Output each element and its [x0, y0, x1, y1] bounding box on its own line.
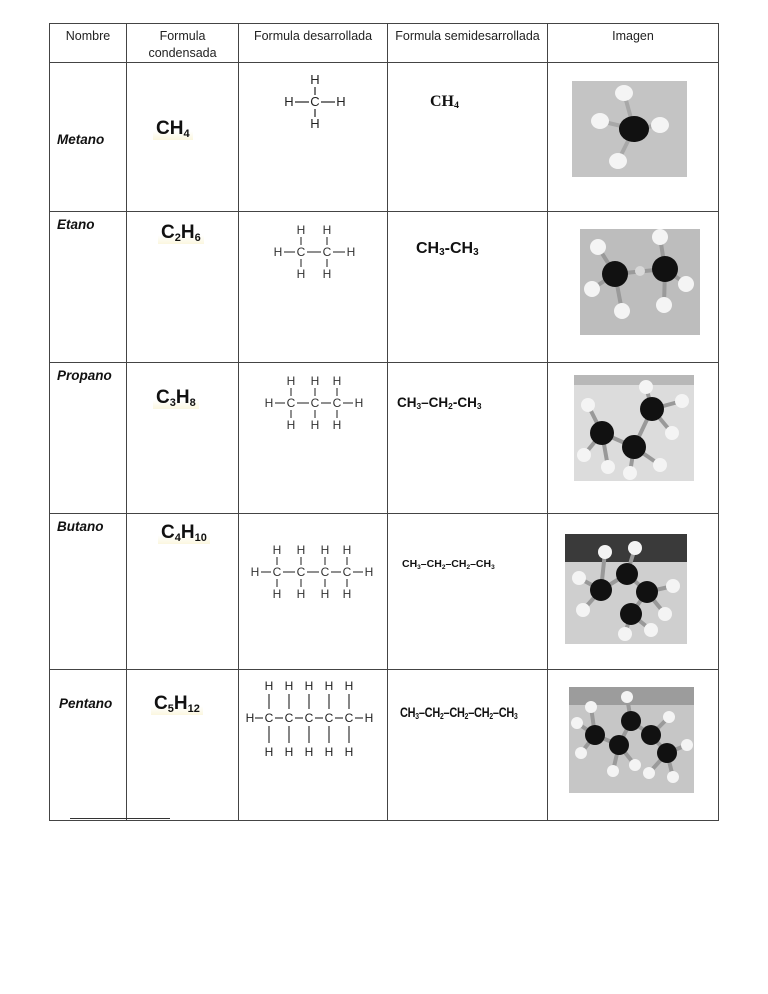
svg-text:C: C — [296, 245, 306, 259]
svg-text:H: H — [320, 543, 330, 557]
svg-text:H: H — [332, 374, 342, 388]
svg-text:H: H — [310, 374, 320, 388]
condensed-formula: $C_4H_{10}$ — [158, 522, 210, 544]
cell-desarrollada — [239, 363, 388, 514]
svg-text:H: H — [344, 745, 354, 759]
svg-text:C: C — [320, 565, 330, 579]
condensed-formula: $C_5H_{12}$ — [151, 693, 203, 715]
svg-text:C: C — [286, 396, 296, 410]
svg-text:H: H — [272, 587, 282, 601]
cell-condensada — [127, 514, 239, 670]
header-imagen: Imagen — [548, 24, 719, 63]
cell-nombre — [50, 63, 127, 212]
alkanes-table — [49, 23, 719, 821]
svg-text:H: H — [304, 745, 314, 759]
cell-condensada — [127, 670, 239, 821]
svg-text:H: H — [344, 679, 354, 693]
svg-text:H: H — [264, 396, 274, 410]
svg-text:H: H — [286, 374, 296, 388]
cell-desarrollada — [239, 212, 388, 363]
table-row — [50, 670, 719, 821]
methane-structural-formula — [279, 69, 359, 137]
table-header-row — [50, 24, 719, 63]
compound-name: Etano — [57, 217, 95, 232]
atom-label: H — [336, 94, 346, 109]
svg-text:H: H — [310, 418, 320, 432]
condensed-formula: $CH_4$ — [153, 118, 193, 140]
svg-text:H: H — [296, 543, 306, 557]
svg-text:H: H — [245, 711, 255, 725]
svg-text:H: H — [304, 679, 314, 693]
cell-nombre — [50, 670, 127, 821]
svg-text:H: H — [342, 587, 352, 601]
svg-text:H: H — [354, 396, 364, 410]
pentane-model-photo — [569, 687, 694, 793]
table-row — [50, 212, 719, 363]
cell-imagen — [548, 363, 719, 514]
svg-text:H: H — [296, 587, 306, 601]
svg-text:C: C — [332, 396, 342, 410]
svg-text:C: C — [322, 245, 332, 259]
svg-text:C: C — [324, 711, 334, 725]
semi-formula-butano: $CH_3-CH_2-CH_2-CH_3$ — [402, 558, 495, 571]
cell-desarrollada — [239, 63, 388, 212]
svg-text:C: C — [296, 565, 306, 579]
svg-text:H: H — [284, 679, 294, 693]
compound-name: Metano — [57, 132, 105, 147]
header-formula-desarrollada: Formula desarrollada — [239, 24, 388, 63]
svg-text:H: H — [286, 418, 296, 432]
atom-label: H — [284, 94, 294, 109]
cell-condensada — [127, 63, 239, 212]
cell-imagen — [548, 63, 719, 212]
propane-model-photo — [574, 375, 694, 481]
svg-text:H: H — [324, 679, 334, 693]
svg-text:H: H — [322, 267, 332, 281]
svg-text:H: H — [364, 565, 374, 579]
cell-condensada — [127, 363, 239, 514]
table-row — [50, 363, 719, 514]
svg-text:C: C — [264, 711, 274, 725]
svg-text:C: C — [342, 565, 352, 579]
atom-label: H — [310, 72, 320, 87]
svg-text:C: C — [284, 711, 294, 725]
atom-label: C — [310, 94, 320, 109]
cell-nombre — [50, 363, 127, 514]
svg-text:H: H — [273, 245, 283, 259]
svg-text:C: C — [304, 711, 314, 725]
semi-formula-propano: $CH_3-CH_2-CH_3$ — [397, 395, 482, 411]
condensed-formula: $C_3H_8$ — [153, 387, 199, 409]
cell-semidesarrollada — [388, 363, 548, 514]
cell-semidesarrollada — [388, 63, 548, 212]
svg-text:H: H — [342, 543, 352, 557]
semi-formula-pentano: $CH_3-CH_2-CH_2-CH_2-CH_3$ — [400, 704, 518, 721]
cell-desarrollada — [239, 514, 388, 670]
svg-text:H: H — [272, 543, 282, 557]
cell-semidesarrollada — [388, 212, 548, 363]
semi-formula-metano: $CH_4$ — [430, 93, 459, 111]
svg-text:H: H — [322, 223, 332, 237]
cell-nombre — [50, 514, 127, 670]
svg-text:H: H — [364, 711, 374, 725]
table-row — [50, 63, 719, 212]
compound-name: Pentano — [59, 696, 113, 711]
header-nombre: Nombre — [50, 24, 127, 63]
cell-condensada — [127, 212, 239, 363]
condensed-formula: $C_2H_6$ — [158, 222, 204, 244]
svg-text:C: C — [344, 711, 354, 725]
cell-desarrollada — [239, 670, 388, 821]
cell-nombre — [50, 212, 127, 363]
table-row — [50, 514, 719, 670]
cell-imagen — [548, 514, 719, 670]
ethane-model-photo — [580, 229, 700, 335]
underline-divider — [70, 818, 170, 819]
svg-text:C: C — [310, 396, 320, 410]
svg-text:C: C — [272, 565, 282, 579]
propane-structural-formula — [261, 371, 373, 443]
cell-semidesarrollada — [388, 670, 548, 821]
svg-text:H: H — [320, 587, 330, 601]
compound-name: Butano — [57, 519, 104, 534]
svg-text:H: H — [332, 418, 342, 432]
svg-text:H: H — [264, 679, 274, 693]
atom-label: H — [310, 116, 320, 131]
svg-text:H: H — [346, 245, 356, 259]
butane-structural-formula — [247, 540, 383, 612]
cell-semidesarrollada — [388, 514, 548, 670]
cell-imagen — [548, 212, 719, 363]
svg-text:H: H — [264, 745, 274, 759]
svg-text:H: H — [324, 745, 334, 759]
methane-model-photo — [572, 81, 687, 177]
svg-text:H: H — [296, 267, 306, 281]
butane-model-photo — [565, 534, 687, 644]
svg-text:H: H — [250, 565, 260, 579]
pentane-structural-formula — [243, 678, 383, 764]
svg-text:H: H — [284, 745, 294, 759]
semi-formula-etano: $CH_3-CH_3$ — [416, 240, 479, 258]
cell-imagen — [548, 670, 719, 821]
ethane-structural-formula — [269, 220, 365, 288]
header-formula-semidesarrollada: Formula semidesarrollada — [388, 24, 548, 63]
svg-text:H: H — [296, 223, 306, 237]
header-formula-condensada: Formula condensada — [127, 24, 239, 63]
compound-name: Propano — [57, 368, 112, 383]
